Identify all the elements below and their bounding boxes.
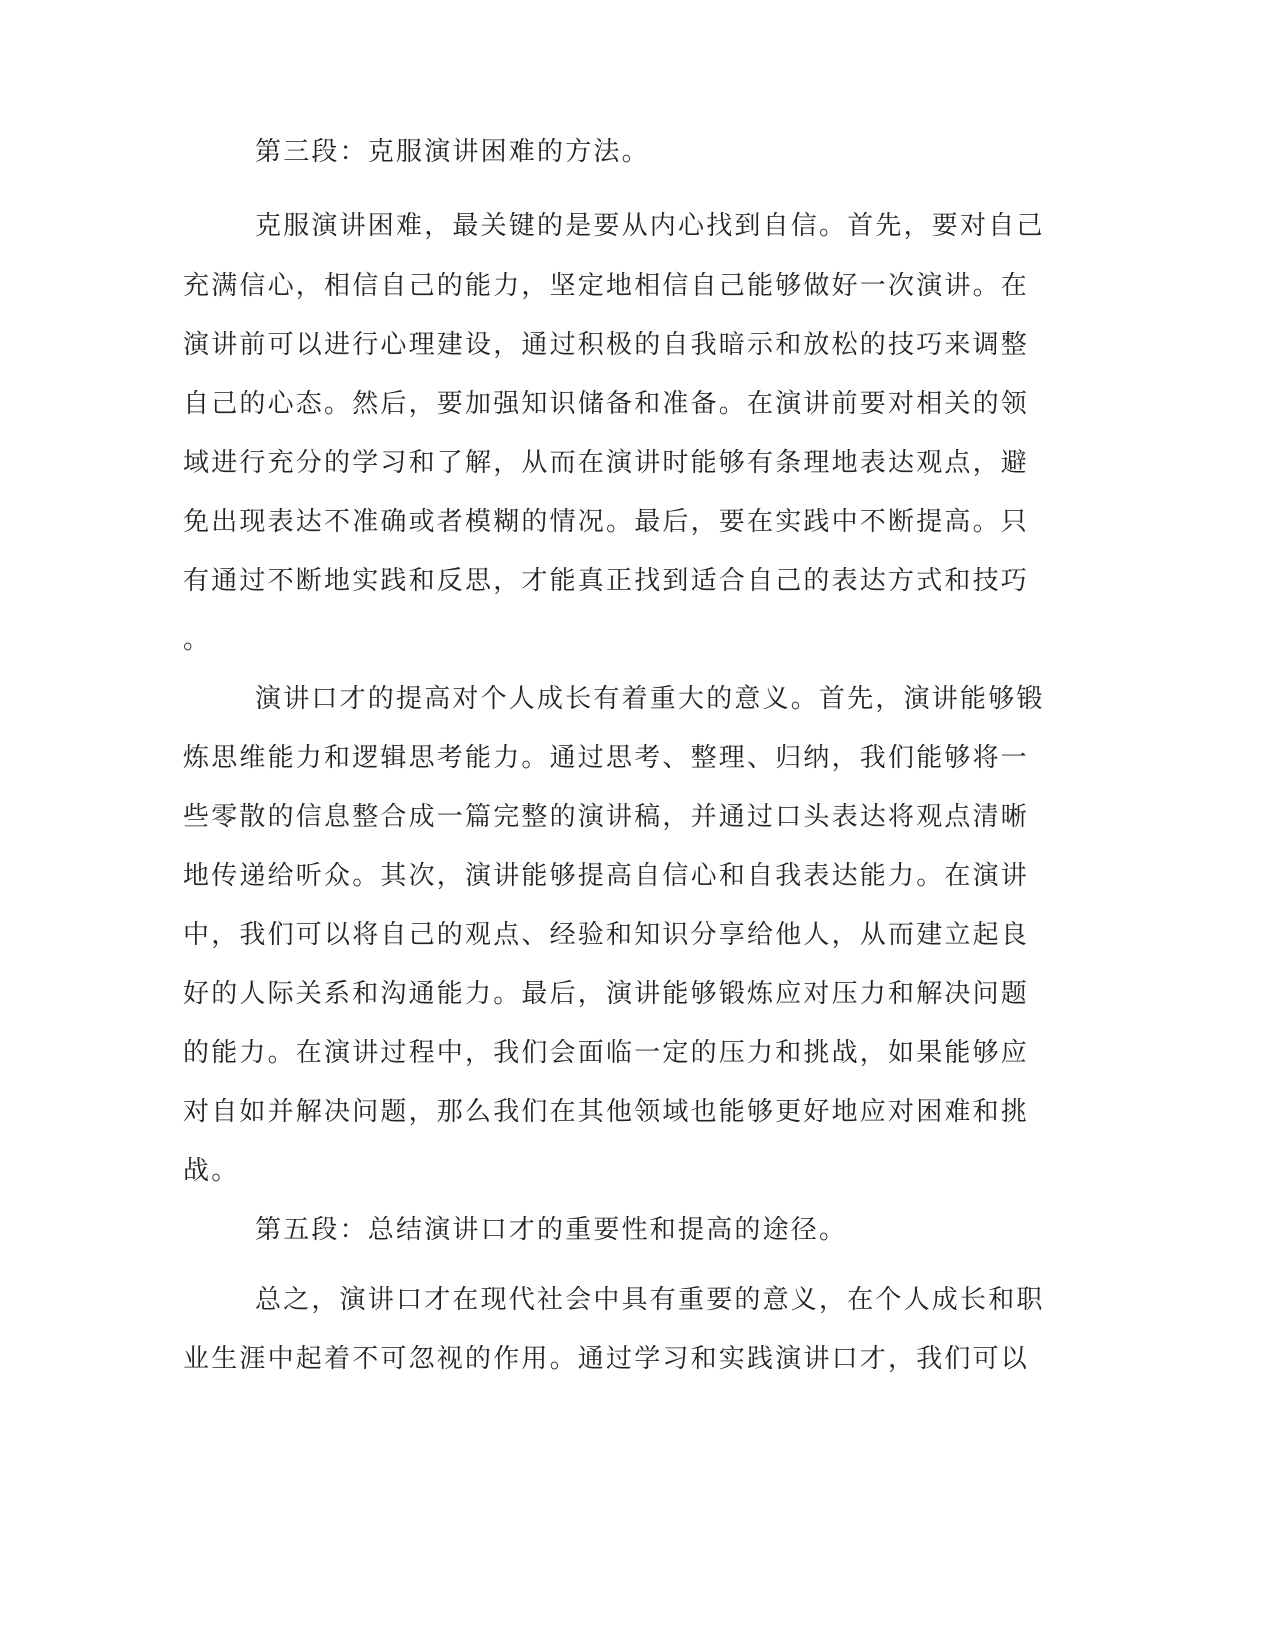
paragraph-line: 地传递给听众。其次，演讲能够提高自信心和自我表达能力。在演讲 <box>183 861 1030 891</box>
paragraph-line: 对自如并解决问题，那么我们在其他领域也能够更好地应对困难和挑 <box>183 1097 1030 1127</box>
paragraph-line: 中，我们可以将自己的观点、经验和知识分享给他人，从而建立起良 <box>183 920 1030 950</box>
paragraph-line: 好的人际关系和沟通能力。最后，演讲能够锻炼应对压力和解决问题 <box>183 979 1030 1009</box>
paragraph-line: 炼思维能力和逻辑思考能力。通过思考、整理、归纳，我们能够将一 <box>183 743 1030 773</box>
section-heading: 第五段：总结演讲口才的重要性和提高的途径。 <box>255 1215 848 1245</box>
paragraph-line: 有通过不断地实践和反思，才能真正找到适合自己的表达方式和技巧 <box>183 566 1030 596</box>
paragraph-line: 业生涯中起着不可忽视的作用。通过学习和实践演讲口才，我们可以 <box>183 1344 1030 1374</box>
paragraph-line: 充满信心，相信自己的能力，坚定地相信自己能够做好一次演讲。在 <box>183 271 1030 301</box>
paragraph-line: 。 <box>183 625 212 655</box>
paragraph-line: 战。 <box>183 1156 240 1186</box>
paragraph-line: 免出现表达不准确或者模糊的情况。最后，要在实践中不断提高。只 <box>183 507 1030 537</box>
paragraph-line: 些零散的信息整合成一篇完整的演讲稿，并通过口头表达将观点清晰 <box>183 802 1030 832</box>
paragraph-line: 演讲前可以进行心理建设，通过积极的自我暗示和放松的技巧来调整 <box>183 330 1030 360</box>
paragraph-line: 演讲口才的提高对个人成长有着重大的意义。首先，演讲能够锻 <box>255 684 1045 714</box>
paragraph-line: 的能力。在演讲过程中，我们会面临一定的压力和挑战，如果能够应 <box>183 1038 1030 1068</box>
paragraph-line: 域进行充分的学习和了解，从而在演讲时能够有条理地表达观点，避 <box>183 448 1030 478</box>
paragraph-line: 自己的心态。然后，要加强知识储备和准备。在演讲前要对相关的领 <box>183 389 1030 419</box>
paragraph-line: 总之，演讲口才在现代社会中具有重要的意义，在个人成长和职 <box>255 1285 1045 1315</box>
paragraph-line: 克服演讲困难，最关键的是要从内心找到自信。首先，要对自己 <box>255 211 1045 241</box>
section-heading: 第三段：克服演讲困难的方法。 <box>255 137 650 167</box>
